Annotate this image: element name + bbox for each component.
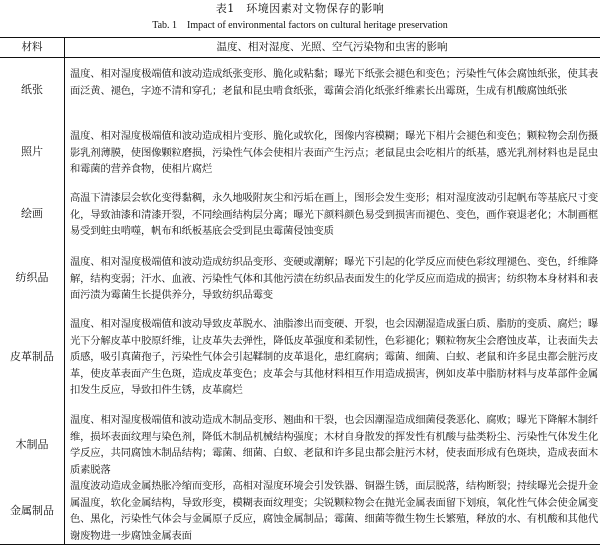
table-title-english: Tab. 1 Impact of environmental factors on cultural heritage preservation bbox=[152, 20, 448, 31]
row-material: 皮革制品 bbox=[10, 350, 54, 363]
row-material: 木制品 bbox=[15, 438, 49, 451]
table-bottom-rule bbox=[0, 544, 600, 545]
table-header-rule bbox=[0, 57, 600, 58]
header-material: 材料 bbox=[21, 41, 43, 53]
row-material: 纸张 bbox=[21, 83, 43, 96]
row-effect: 温度、相对湿度极端值和波动造成纺织品变形、变硬或潮解；曝光下引起的化学反应而使色彩纹理褪色、变色，纤维降解，结构变弱；汗水、血液、污染性气体和其他污渍在纺织品表面发生的化学反应而造成的损害；纺织物本身材料和表面污渍为霉菌生长提供养分，导致纺织品霉变 bbox=[70, 256, 598, 301]
row-effect: 温度、相对湿度极端值和波动造成纸张变形、脆化或粘黏；曝光下纸张会褪色和变色；污染性气体会腐蚀纸张，使其表面泛黄、褪色，字迹不清和穿孔；老鼠和昆虫啃食纸张，霉菌会消化纸张纤维素长出霉斑，生成有机酸腐蚀纸张 bbox=[70, 68, 598, 97]
table-top-rule bbox=[0, 37, 600, 38]
row-effect: 温度波动造成金属热胀冷缩而变形，高相对湿度环境会引发铁器、铜器生锈，面层脱落，结构断裂；持续曝光会提升金属温度，软化金属结构，导致形变，模糊表面纹理变；尖锐颗粒物会在抛光金属表面留下划痕，氧化性气体会使金属变色、黑化，污染性气体会与金属原子反应，腐蚀金属制品；霉菌、细菌等微生物生长繁殖，释放的水、有机酸和其他代谢废物进一步腐蚀金属表面 bbox=[70, 480, 598, 542]
row-effect: 高温下清漆层会软化变得黏稠，永久地吸附灰尘和污垢在画上，图形会发生变形；相对湿度波动引起帆布等基底尺寸变化，导致油漆和清漆开裂，不同绘画结构层分离；曝光下颜料颜色易受到损害而褪色、变色，画作衰退老化；木制画框易受到蛀虫啃噬，帆布和纸板基底会受到昆虫霉菌侵蚀变质 bbox=[70, 192, 598, 237]
row-material: 照片 bbox=[21, 145, 43, 158]
row-material: 纺织品 bbox=[15, 271, 49, 284]
header-effect: 温度、相对湿度、光照、空气污染物和虫害的影响 bbox=[216, 41, 448, 53]
row-material: 绘画 bbox=[21, 207, 43, 220]
column-divider bbox=[64, 38, 65, 544]
row-material: 金属制品 bbox=[10, 504, 54, 517]
row-effect: 温度、相对湿度极端值和波动导致皮革脱水、油脂渗出而变硬、开裂，也会因潮湿造成蛋白质、脂肪的变质、腐烂；曝光下分解皮革中胶原纤维，让皮革失去弹性，降低皮革强度和柔韧性，色彩褪化；颗粒物灰尘会磨蚀皮革，让表面失去质感，吸引真菌孢子，污染性气体会引起鞣制的皮革退化，患红腐病；霉菌、细菌、白蚁、老鼠和许多昆虫都会脏污皮革，使皮革表面产生色斑，造成皮革变色；皮革会与其他材料相互作用造成损害，例如皮革中脂肪材料与皮革部件金属扣发生反应，导致扣件生锈，皮革腐烂 bbox=[70, 318, 598, 396]
row-effect: 温度、相对湿度极端值和波动造成相片变形、脆化或软化，图像内容模糊；曝光下相片会褪色和变色；颗粒物会刮伤摄影乳剂薄膜，使图像颗粒磨损，污染性气体会使相片表面产生污点；老鼠昆虫会吃相片的纸基，感光乳剂材料也是昆虫和霉菌的营养食物，使相片腐烂 bbox=[70, 130, 598, 175]
row-effect: 温度、相对湿度极端值和波动造成木制品变形、翘曲和干裂，也会因潮湿造成细菌侵袭恶化、腐败；曝光下降解木制纤维，损坏表面纹理与染色剂，降低木制品机械结构强度；木材自身散发的挥发性有机酸与盐类粉尘、污染性气体发生化学反应，共同腐蚀木制品结构；霉菌、细菌、白蚁、老鼠和许多昆虫都会脏污木材，使表面形成有色斑块，造成表面木质素脱落 bbox=[70, 414, 598, 476]
table-title-chinese: 表1 环境因素对文物保存的影响 bbox=[215, 2, 385, 15]
